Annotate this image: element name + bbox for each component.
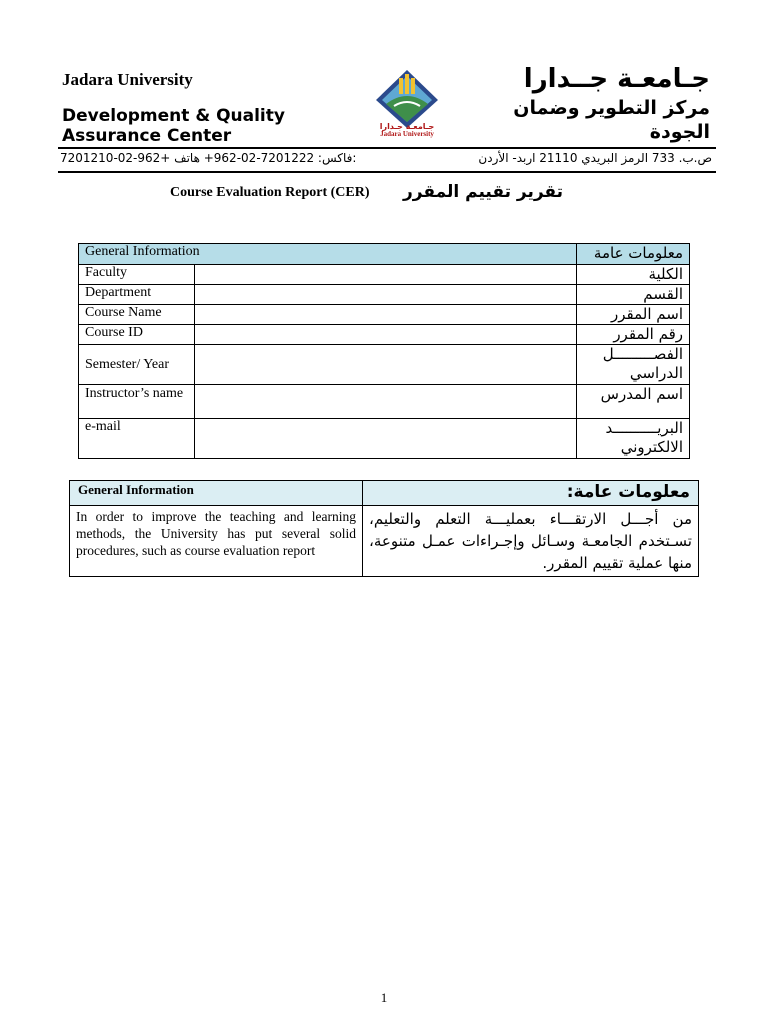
info-table-header [79, 244, 690, 265]
info-header-ar: معلومات عامة [577, 244, 690, 265]
row-label-ar: الفصـــــــــل الدراسي [577, 345, 690, 385]
semester-year-field[interactable] [195, 345, 577, 385]
row-label-ar: رقم المقرر [577, 325, 690, 345]
row-label-ar: الكلية [577, 265, 690, 285]
table-row [79, 265, 690, 285]
center-name-en-line2: Assurance Center [62, 126, 232, 146]
row-label-en: Semester/ Year [79, 345, 195, 385]
course-id-field[interactable] [195, 325, 577, 345]
course-name-field[interactable] [195, 305, 577, 325]
instructor-name-field[interactable] [195, 385, 577, 419]
intro-header-ar: معلومات عامة: [363, 481, 699, 506]
university-logo [374, 68, 440, 138]
intro-table [69, 480, 699, 577]
info-header-en: General Information [79, 244, 577, 265]
row-label-en: Course Name [79, 305, 195, 325]
row-label-ar: اسم المدرس [577, 385, 690, 419]
table-row [79, 419, 690, 459]
row-label-en: Instructor’s name [79, 385, 195, 419]
row-label-en: Course ID [79, 325, 195, 345]
report-title-en: Course Evaluation Report (CER) [170, 185, 370, 200]
intro-table-header [70, 481, 699, 506]
intro-body-row [70, 506, 699, 577]
intro-body-ar: من أجـــل الارتقـــاء بعمليـــة التعلم والتعليم، تسـتخدم الجامعـة وسـائل وإجـراءات عمـل متنوعة، منها عملية تقييم المقرر. [363, 506, 699, 577]
logo-text-en: Jadara University [380, 130, 434, 138]
center-name-ar-line2: الجودة [649, 121, 710, 143]
row-label-ar: البريــــــــــد الالكتروني [577, 419, 690, 459]
center-name-ar-line1: مركز التطوير وضمان [513, 97, 710, 119]
intro-header-en: General Information [70, 481, 363, 506]
center-name-ar [480, 96, 710, 144]
table-row [79, 385, 690, 419]
table-row [79, 305, 690, 325]
email-field[interactable] [195, 419, 577, 459]
faculty-field[interactable] [195, 265, 577, 285]
general-info-table [78, 243, 690, 459]
table-row [79, 325, 690, 345]
logo-text-ar: جـامعـة جـدارا [379, 122, 435, 131]
department-field[interactable] [195, 285, 577, 305]
center-name-en [62, 106, 285, 146]
phone-fax: 7201210-02-962+ فاكس: 7201222-02-962+ هاتف: [60, 151, 357, 165]
row-label-en: Faculty [79, 265, 195, 285]
page-number: 1 [380, 990, 388, 1005]
university-name-en: Jadara University [62, 70, 193, 89]
table-row [79, 345, 690, 385]
intro-body-en: In order to improve the teaching and learning methods, the University has put several solid procedures, such as course evaluation report [70, 506, 363, 577]
table-row [79, 285, 690, 305]
row-label-en: e-mail [79, 419, 195, 459]
postal-address: ص.ب. 733 الرمز البريدي 21110 اربد- الأردن [478, 151, 712, 165]
contact-bar [58, 147, 716, 173]
row-label-ar: اسم المقرر [577, 305, 690, 325]
row-label-en: Department [79, 285, 195, 305]
row-label-ar: القسم [577, 285, 690, 305]
center-name-en-line1: Development & Quality [62, 106, 285, 126]
report-title-ar: تقرير تقييم المقرر [403, 182, 564, 202]
university-name-ar: جـامعـة جــدارا [523, 64, 710, 94]
